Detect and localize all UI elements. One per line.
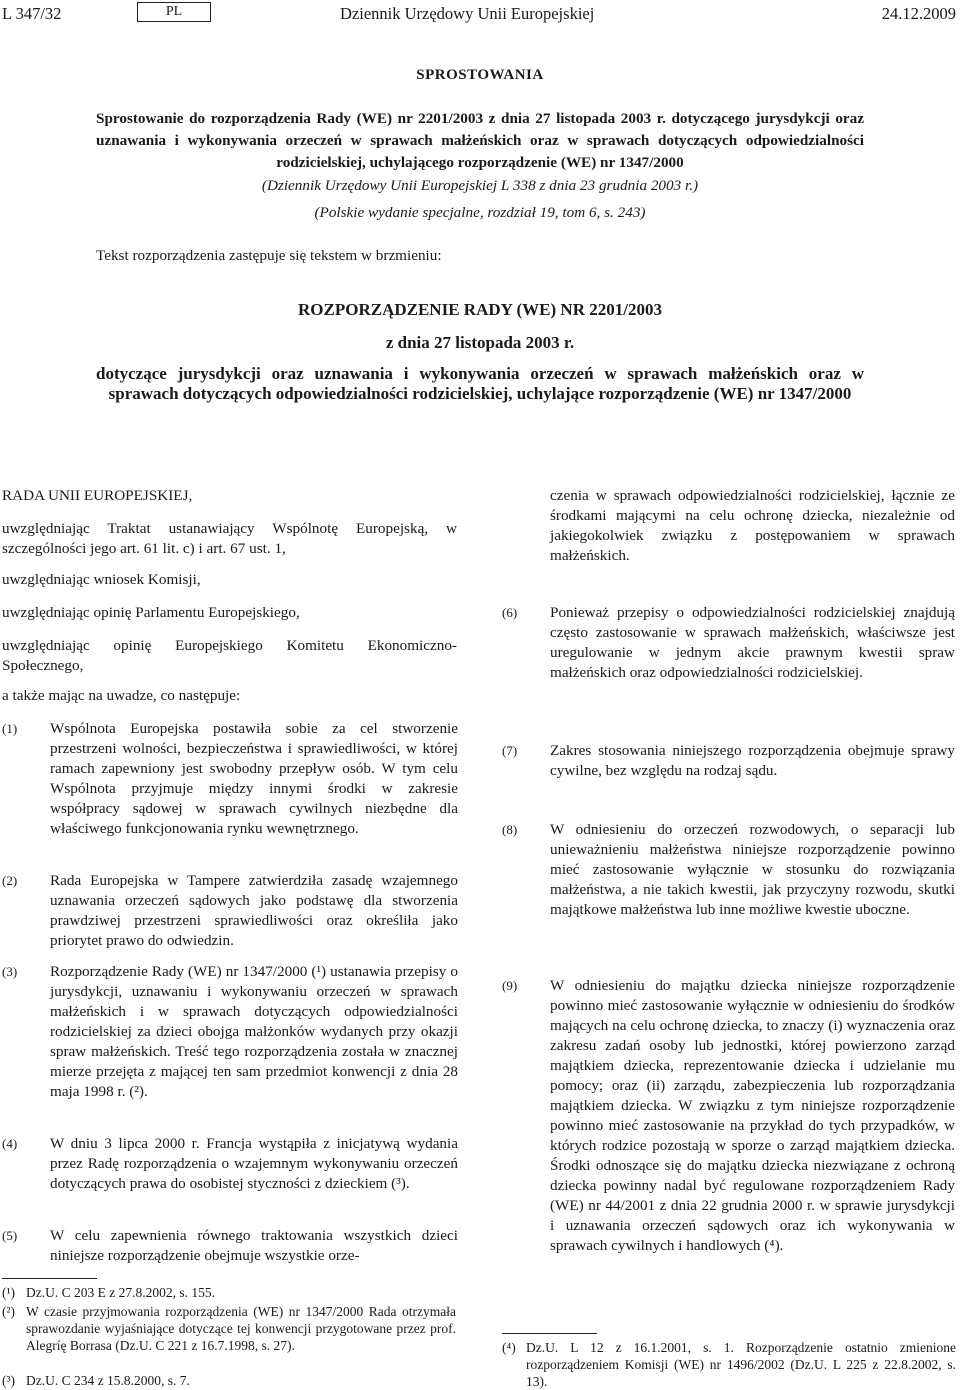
preamble-whereas: a także mając na uwadze, co następuje: bbox=[2, 687, 241, 704]
recital-number: (6) bbox=[502, 605, 518, 620]
recital-text: W celu zapewnienia równego traktowania wszystkich dzieci niniejsze rozporządzenie obejmuje wszystkie orze- bbox=[50, 1227, 458, 1264]
page-header bbox=[0, 2, 960, 24]
recital-text: W dniu 3 lipca 2000 r. Francja wystąpiła z inicjatywą wydania przez Radę rozporządzenia o wzajemnym wykonywaniu orzeczeń dotyczących prawa do osobistej styczności z dzieckiem (³). bbox=[50, 1135, 458, 1192]
recital-number: (4) bbox=[2, 1136, 18, 1151]
language-badge: PL bbox=[137, 2, 211, 22]
regulation-title: ROZPORZĄDZENIE RADY (WE) NR 2201/2003 bbox=[298, 300, 662, 319]
footnote-number: (⁴) bbox=[502, 1340, 516, 1355]
footnote-separator bbox=[502, 1333, 597, 1334]
footnote-separator bbox=[2, 1278, 97, 1279]
journal-title: Dziennik Urzędowy Unii Europejskiej bbox=[340, 4, 595, 23]
recital-text: Ponieważ przepisy o odpowiedzialności rodzicielskiej znajdują często zastosowanie w sprawach małżeńskich, właściwsze jest uregulowanie w jednym akcie prawnym kwestii spraw małżeńskich oraz odpowiedzialności rodzicielskiej. bbox=[550, 604, 955, 681]
correction-special-edition: (Polskie wydanie specjalne, rozdział 19, tom 6, s. 243) bbox=[314, 204, 646, 221]
footnote-number: (³) bbox=[2, 1373, 16, 1388]
recital-number: (3) bbox=[2, 964, 18, 979]
council-heading: RADA UNII EUROPEJSKIEJ, bbox=[2, 487, 193, 504]
footnote-text: W czasie przyjmowania rozporządzenia (WE) nr 1347/2000 Rada otrzymała sprawozdanie wyjaśniające dotyczące tej konwencji przygotowane przez prof. Alegríę Borrasa (Dz.U. C 221 z 16.7.1998, s. 27). bbox=[26, 1304, 456, 1353]
recital-number: (8) bbox=[502, 822, 518, 837]
recital-number: (1) bbox=[2, 721, 18, 736]
page-reference: L 347/32 bbox=[2, 4, 62, 23]
regulation-date: z dnia 27 listopada 2003 r. bbox=[385, 333, 575, 352]
recital-number: (9) bbox=[502, 978, 518, 993]
footnote-number: (¹) bbox=[2, 1285, 16, 1300]
correction-source: (Dziennik Urzędowy Unii Europejskiej L 338 z dnia 23 grudnia 2003 r.) bbox=[261, 177, 699, 194]
recital-continuation: czenia w sprawach odpowiedzialności rodzicielskiej, łącznie ze środkami mającymi na celu ochronę dziecka, niezależnie od jakiegokolwiek związku z postępowaniem w sprawach małżeńskich. bbox=[550, 487, 955, 564]
recital-text: W odniesieniu do orzeczeń rozwodowych, o separacji lub unieważnieniu małżeństwa niniejsze rozporządzenie powinno mieć zastosowanie wyłącznie w stosunku do rozwiązania małżeństwa, a nie takich kwestii, jak przyczyny rozwodu, skutki majątkowe małżeństwa lub inne możliwe kwestie uboczne. bbox=[550, 821, 955, 918]
recital-number: (7) bbox=[502, 743, 518, 758]
correction-intro: Tekst rozporządzenia zastępuje się tekstem w brzmieniu: bbox=[96, 247, 442, 264]
preamble-commission: uwzględniając wniosek Komisji, bbox=[2, 571, 201, 588]
footnote-text: Dz.U. C 203 E z 27.8.2002, s. 155. bbox=[26, 1285, 215, 1300]
recital-text: Rada Europejska w Tampere zatwierdziła zasadę wzajemnego uznawania orzeczeń sądowych jako podstawę dla stworzenia prawdziwej przestrzeni sprawiedliwości oraz określiła jako priorytet prawo do odwiedzin. bbox=[50, 872, 458, 949]
regulation-subject: dotyczące jurysdykcji oraz uznawania i wykonywania orzeczeń w sprawach małżeńskich oraz w sprawach dotyczących odpowiedzialności rodzicielskiej, uchylające rozporządzenie (WE) nr 1347/2000 bbox=[96, 364, 864, 403]
recital-number: (5) bbox=[2, 1228, 18, 1243]
issue-date: 24.12.2009 bbox=[881, 4, 956, 23]
footnote-text: Dz.U. L 12 z 16.1.2001, s. 1. Rozporządzenie ostatnio zmienione rozporządzeniem Komisji (WE) nr 1496/2002 (Dz.U. L 225 z 22.8.2002, s. 13). bbox=[526, 1340, 956, 1389]
section-title: SPROSTOWANIA bbox=[416, 67, 544, 83]
footnote-number: (²) bbox=[2, 1304, 16, 1319]
footnote-text: Dz.U. C 234 z 15.8.2000, s. 7. bbox=[26, 1373, 190, 1388]
preamble-treaty: uwzględniając Traktat ustanawiający Wspólnotę Europejską, w szczególności jego art. 61 lit. c) i art. 67 ust. 1, bbox=[2, 520, 457, 557]
recital-number: (2) bbox=[2, 873, 18, 888]
recital-text: W odniesieniu do majątku dziecka niniejsze rozporządzenie powinno mieć zastosowanie wyłącznie w odniesieniu do środków mających na celu ochronę dziecka, to znaczy (i) wyznaczenia oraz zakresu zadań osoby lub jednostki, której powierzono zarząd majątkiem dziecka, reprezentowanie dziecka i udzielanie mu pomocy; oraz (ii) zarządu, zabezpieczenia lub rozporządzania majątkiem dziecka. W związku z tym niniejsze rozporządzenie powinno mieć zastosowanie na przykład do tych przypadków, w których rodzice pozostają w sporze o zarząd majątkiem dziecka. Środki odnoszące się do majątku dziecka niezwiązane z ochroną dziecka powinny nadal być regulowane rozporządzeniem Rady (WE) nr 44/2001 z dnia 22 grudnia 2000 r. w sprawie jurysdykcji i uznawania orzeczeń sądowych oraz ich wykonywania w sprawach cywilnych i handlowych (⁴). bbox=[550, 977, 955, 1254]
preamble-committee: uwzględniając opinię Europejskiego Komitetu Ekonomiczno-Społecznego, bbox=[2, 637, 457, 674]
preamble-parliament: uwzględniając opinię Parlamentu Europejskiego, bbox=[2, 604, 300, 621]
recital-text: Rozporządzenie Rady (WE) nr 1347/2000 (¹) ustanawia przepisy o jurysdykcji, uznawaniu i wykonywaniu orzeczeń w sprawach małżeńskich i w sprawach dotyczących odpowiedzialności rodzicielskiej za dzieci obojga małżonków wydanych przy okazji spraw małżeńskich. Treść tego rozporządzenia została w znacznej mierze przejęta z mającej ten sam przedmiot konwencji z dnia 28 maja 1998 r. (²). bbox=[50, 963, 458, 1100]
recital-text: Zakres stosowania niniejszego rozporządzenia obejmuje sprawy cywilne, bez względu na rodzaj sądu. bbox=[550, 742, 955, 779]
correction-heading: Sprostowanie do rozporządzenia Rady (WE) nr 2201/2003 z dnia 27 listopada 2003 r. dotyczącego jurysdykcji oraz uznawania i wykonywania orzeczeń w sprawach małżeńskich oraz w sprawach dotyczących odpowiedzialności rodzicielskiej, uchylającego rozporządzenie (WE) nr 1347/2000 bbox=[96, 110, 864, 171]
recital-text: Wspólnota Europejska postawiła sobie za cel stworzenie przestrzeni wolności, bezpieczeństwa i sprawiedliwości, w której ramach zapewniony jest swobodny przepływ osób. W tym celu Wspólnota przyjmuje między innymi środki w zakresie współpracy sądowej w sprawach cywilnych niezbędne dla właściwego funkcjonowania rynku wewnętrznego. bbox=[50, 720, 458, 837]
